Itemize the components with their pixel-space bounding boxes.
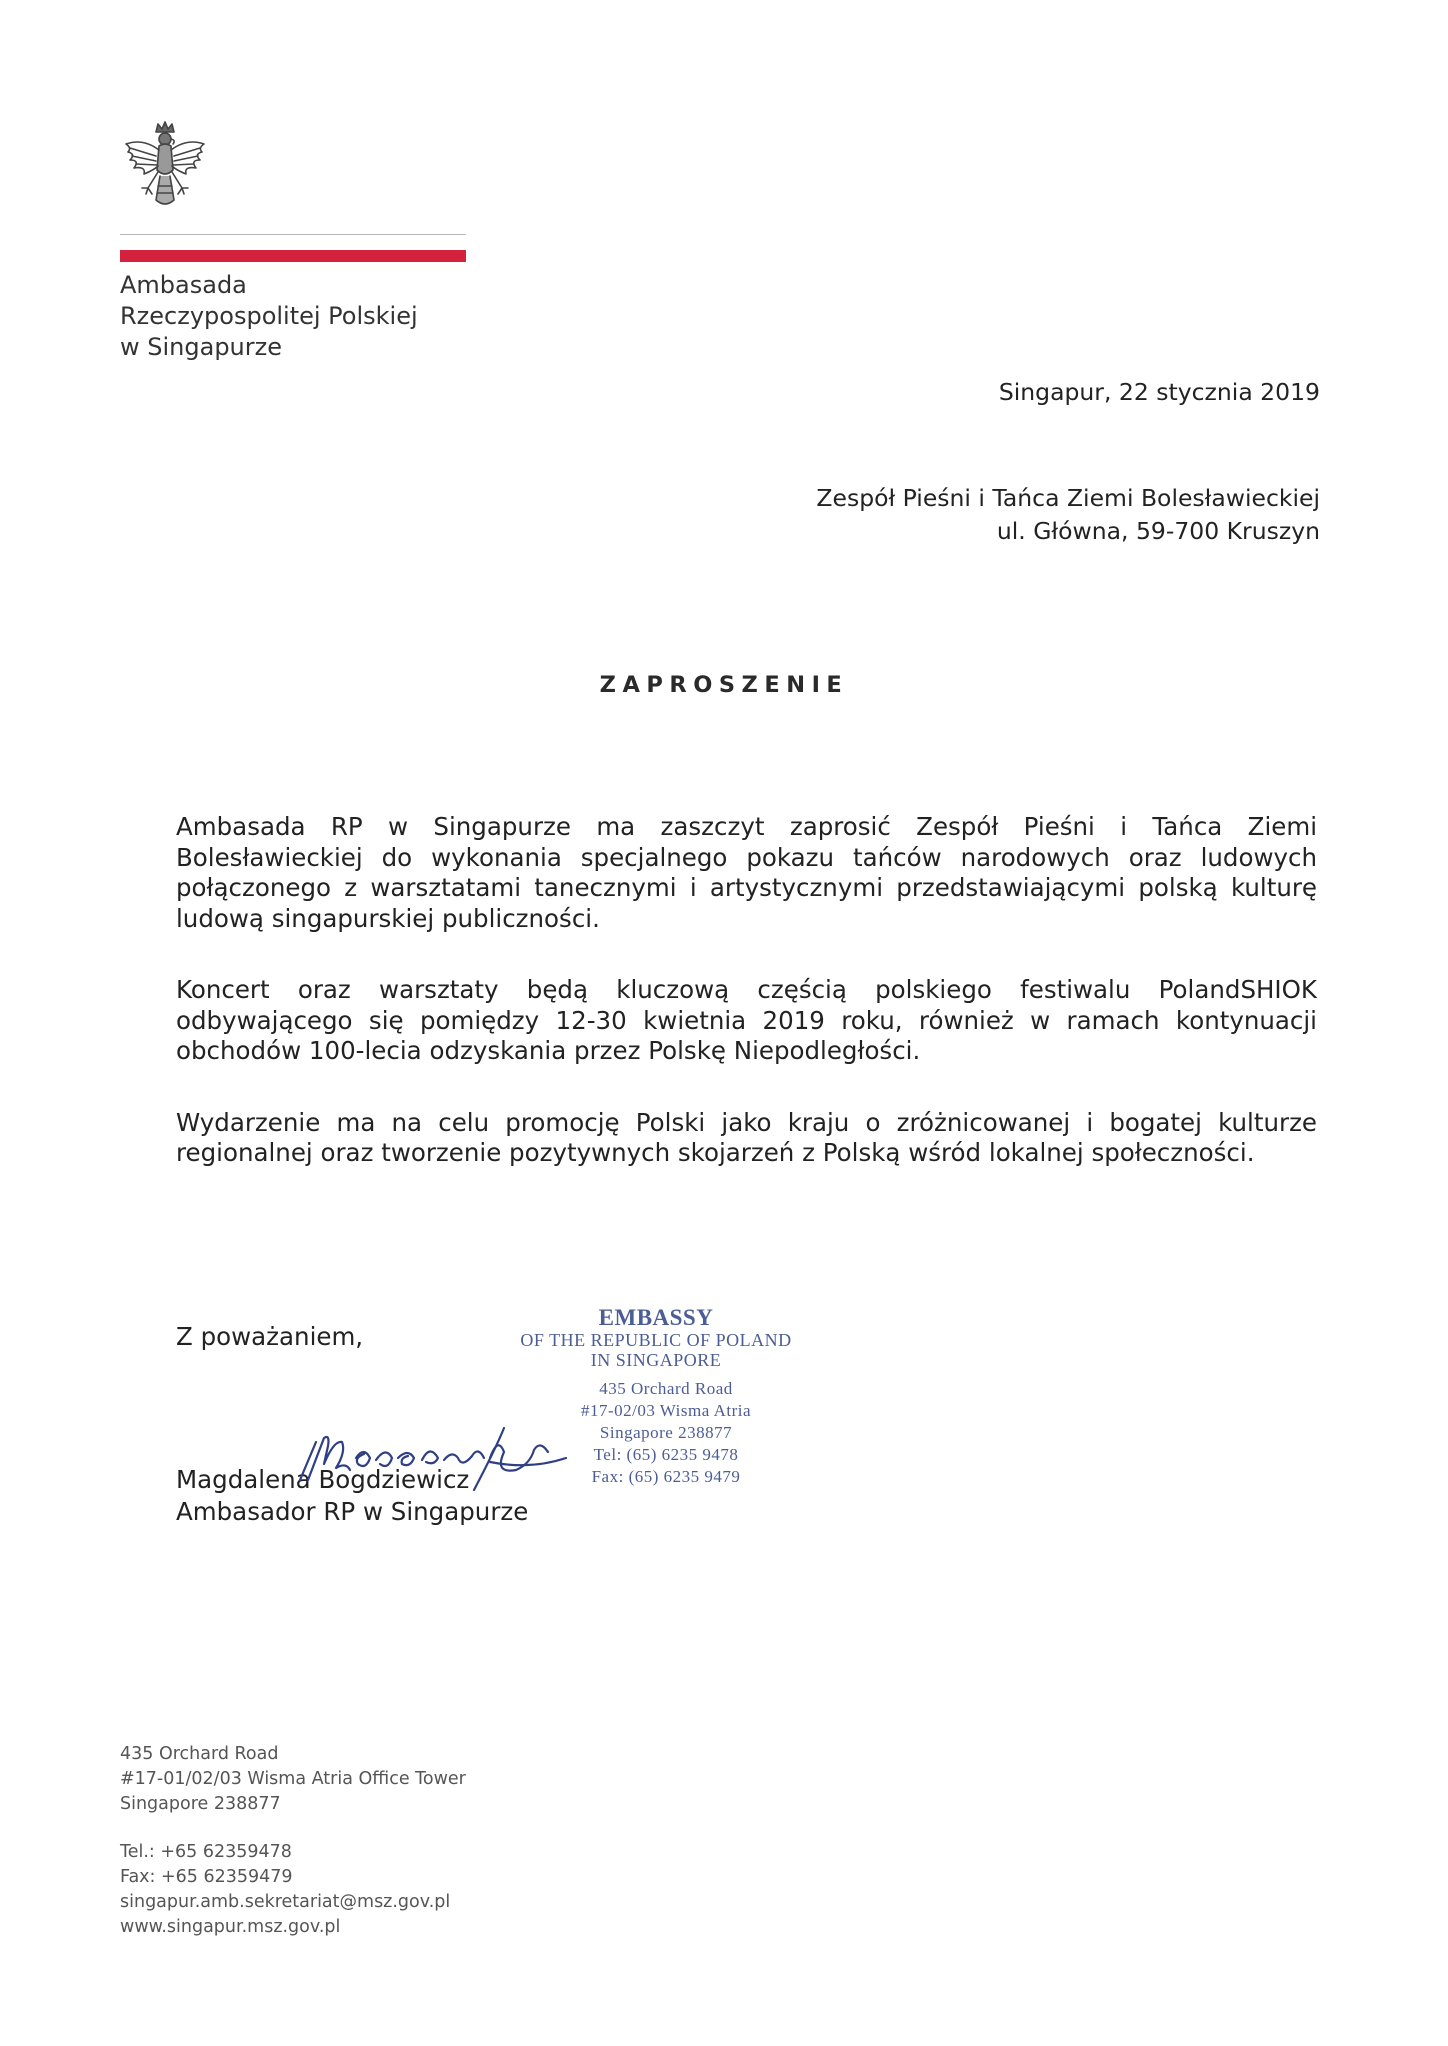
polish-eagle-emblem-icon bbox=[118, 118, 212, 218]
embassy-name-line: Ambasada bbox=[120, 271, 247, 299]
body-paragraph: Ambasada RP w Singapurze ma zaszczyt zaprosić Zespół Pieśni i Tańca Ziemi Bolesławieckiej do wykonania specjalnego pokazu tańców narodowych oraz ludowych połączonego z warsztatami tanecznymi i artystycznymi przedstawiającymi polską kulturę ludową singapurskiej publiczności. bbox=[176, 812, 1317, 933]
body-paragraph: Koncert oraz warsztaty będą kluczową częścią polskiego festiwalu PolandSHIOK odbywającego się pomiędzy 12-30 kwietnia 2019 roku, również w ramach kontynuacji obchodów 100-lecia odzyskania przez Polskę Niepodległości. bbox=[176, 975, 1317, 1065]
footer-email-link[interactable]: singapur.amb.sekretariat@msz.gov.pl bbox=[120, 1892, 451, 1912]
stamp-line: OF THE REPUBLIC OF POLAND bbox=[520, 1330, 792, 1350]
letter-body bbox=[176, 812, 1317, 1210]
signer-name: Magdalena Bogdziewicz bbox=[176, 1465, 470, 1494]
letter-title: ZAPROSZENIE bbox=[599, 672, 849, 698]
embassy-name-line: Rzeczypospolitej Polskiej bbox=[120, 302, 418, 330]
footer-phone: Tel.: +65 62359478 bbox=[120, 1842, 292, 1862]
footer-contact bbox=[120, 1742, 466, 1940]
stamp-address-line: Singapore 238877 bbox=[599, 1423, 733, 1442]
closing-salutation: Z poważaniem, bbox=[176, 1322, 364, 1351]
embassy-name-line: w Singapurze bbox=[120, 333, 282, 361]
footer-address-line: 435 Orchard Road bbox=[120, 1744, 279, 1764]
footer-address-line: Singapore 238877 bbox=[120, 1794, 281, 1814]
stamp-address-line: 435 Orchard Road bbox=[599, 1379, 733, 1398]
flag-white-stripe-line bbox=[120, 234, 466, 235]
footer-website-link[interactable]: www.singapur.msz.gov.pl bbox=[120, 1917, 341, 1937]
signer-position: Ambasador RP w Singapurze bbox=[176, 1497, 529, 1526]
recipient-name: Zespół Pieśni i Tańca Ziemi Bolesławieckiej bbox=[816, 484, 1320, 512]
recipient-street: ul. Główna, 59-700 Kruszyn bbox=[996, 517, 1320, 545]
handwritten-signature bbox=[290, 1418, 580, 1504]
stamp-address-line: Tel: (65) 6235 9478 bbox=[593, 1445, 739, 1464]
footer-address-line: #17-01/02/03 Wisma Atria Office Tower bbox=[120, 1769, 466, 1789]
stamp-address-line: Fax: (65) 6235 9479 bbox=[591, 1467, 741, 1486]
footer-fax: Fax: +65 62359479 bbox=[120, 1867, 293, 1887]
footer-spacer bbox=[120, 1817, 466, 1840]
stamp-line: EMBASSY bbox=[598, 1305, 714, 1330]
body-paragraph: Wydarzenie ma na celu promocję Polski jako kraju o zróżnicowanej i bogatej kulturze regionalnej oraz tworzenie pozytywnych skojarzeń z Polską wśród lokalnej społeczności. bbox=[176, 1107, 1317, 1167]
stamp-line: IN SINGAPORE bbox=[590, 1350, 722, 1370]
recipient-address bbox=[816, 482, 1320, 548]
stamp-address-line: #17-02/03 Wisma Atria bbox=[580, 1401, 752, 1420]
embassy-name bbox=[120, 270, 418, 363]
letter-date: Singapur, 22 stycznia 2019 bbox=[998, 378, 1320, 406]
flag-red-stripe bbox=[120, 250, 466, 262]
